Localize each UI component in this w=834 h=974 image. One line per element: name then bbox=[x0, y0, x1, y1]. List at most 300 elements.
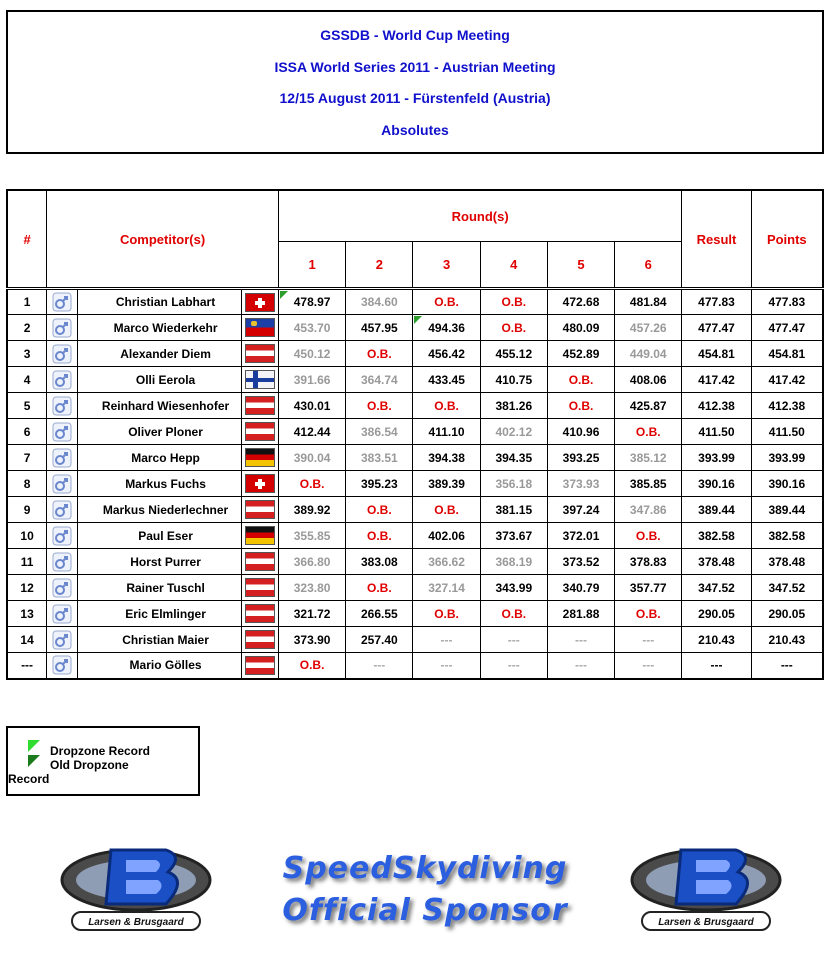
score-value: 390.04 bbox=[293, 450, 331, 465]
score-value: 478.97 bbox=[293, 295, 331, 309]
round-4-score bbox=[480, 627, 547, 653]
round-6-score bbox=[615, 601, 682, 627]
score-value: 394.38 bbox=[428, 450, 465, 465]
points-cell: 290.05 bbox=[751, 601, 823, 627]
gender-cell bbox=[47, 549, 78, 575]
points-cell: 411.50 bbox=[751, 419, 823, 445]
sponsor-logo-right bbox=[626, 842, 786, 938]
points-cell: --- bbox=[751, 653, 823, 679]
score-value: 381.26 bbox=[495, 398, 533, 413]
table-row bbox=[7, 523, 823, 549]
col-rounds: Round(s) bbox=[278, 190, 681, 242]
male-icon bbox=[52, 526, 72, 546]
table-row bbox=[7, 419, 823, 445]
gender-cell bbox=[47, 367, 78, 393]
round-3-score bbox=[413, 315, 480, 341]
legend-old-record-cont: Record bbox=[8, 772, 50, 786]
score-value: 356.18 bbox=[495, 476, 533, 491]
round-5-score bbox=[547, 315, 614, 341]
col-points: Points bbox=[751, 190, 823, 289]
points-cell: 390.16 bbox=[751, 471, 823, 497]
competitor-name: Markus Niederlechner bbox=[78, 497, 242, 523]
round-2-score bbox=[346, 341, 413, 367]
logo-left-text: Larsen & Brusgaard bbox=[88, 917, 184, 928]
round-6-score bbox=[615, 575, 682, 601]
round-3-score bbox=[413, 653, 480, 679]
male-icon bbox=[52, 474, 72, 494]
table-row bbox=[7, 497, 823, 523]
round-6-score bbox=[615, 315, 682, 341]
flag-cell bbox=[241, 367, 278, 393]
score-value: 327.14 bbox=[428, 580, 465, 595]
result-cell: --- bbox=[682, 653, 751, 679]
round-3-score bbox=[413, 497, 480, 523]
score-value: --- bbox=[575, 632, 588, 647]
round-6-score bbox=[615, 471, 682, 497]
round-3-score bbox=[413, 393, 480, 419]
score-value: 457.95 bbox=[360, 320, 398, 335]
male-icon bbox=[52, 422, 72, 442]
round-2-score bbox=[346, 419, 413, 445]
sui-flag-icon bbox=[245, 474, 275, 493]
male-icon bbox=[52, 318, 72, 338]
score-value: O.B. bbox=[501, 606, 527, 621]
points-cell: 477.83 bbox=[751, 289, 823, 315]
round-1-score bbox=[278, 315, 345, 341]
round-1-score bbox=[278, 289, 345, 315]
sui-flag-icon bbox=[245, 293, 275, 312]
score-value: O.B. bbox=[366, 398, 392, 413]
competitor-name: Christian Maier bbox=[78, 627, 242, 653]
round-4-header: 4 bbox=[480, 242, 547, 289]
result-cell: 417.42 bbox=[682, 367, 751, 393]
dropzone-record-marker-icon bbox=[414, 316, 422, 324]
score-value: 456.42 bbox=[428, 346, 465, 361]
result-cell: 477.83 bbox=[682, 289, 751, 315]
male-icon bbox=[52, 578, 72, 598]
male-icon bbox=[52, 344, 72, 364]
gender-cell bbox=[47, 497, 78, 523]
round-6-score bbox=[615, 393, 682, 419]
aut-flag-icon bbox=[245, 552, 275, 571]
flag-cell bbox=[241, 445, 278, 471]
round-1-score bbox=[278, 497, 345, 523]
round-6-score bbox=[615, 497, 682, 523]
round-1-score bbox=[278, 445, 345, 471]
header-line-4: Absolutes bbox=[381, 121, 449, 138]
score-value: O.B. bbox=[501, 295, 527, 309]
male-icon bbox=[52, 655, 72, 675]
table-row bbox=[7, 445, 823, 471]
score-value: 450.12 bbox=[293, 346, 331, 361]
round-1-header: 1 bbox=[278, 242, 345, 289]
header-line-2: ISSA World Series 2011 - Austrian Meeting bbox=[274, 58, 556, 75]
table-row bbox=[7, 471, 823, 497]
score-value: O.B. bbox=[434, 502, 459, 517]
round-6-score bbox=[615, 627, 682, 653]
score-value: 340.79 bbox=[562, 580, 600, 595]
score-value: 410.75 bbox=[495, 372, 533, 387]
score-value: --- bbox=[642, 632, 655, 647]
round-5-score bbox=[547, 393, 614, 419]
score-value: O.B. bbox=[568, 398, 594, 413]
round-2-score bbox=[346, 653, 413, 679]
score-value: 323.80 bbox=[293, 580, 331, 595]
score-value: 402.06 bbox=[428, 528, 465, 543]
round-2-score bbox=[346, 549, 413, 575]
points-cell: 347.52 bbox=[751, 575, 823, 601]
score-value: 366.80 bbox=[293, 554, 331, 569]
table-row bbox=[7, 393, 823, 419]
fin-flag-icon bbox=[245, 370, 275, 389]
round-2-score bbox=[346, 315, 413, 341]
table-row bbox=[7, 549, 823, 575]
round-5-score bbox=[547, 601, 614, 627]
round-4-score bbox=[480, 289, 547, 315]
score-value: 373.52 bbox=[562, 554, 600, 569]
score-value: O.B. bbox=[366, 580, 392, 595]
gender-cell bbox=[47, 523, 78, 549]
score-value: 347.86 bbox=[629, 502, 667, 517]
round-3-score bbox=[413, 601, 480, 627]
score-value: 425.87 bbox=[629, 398, 667, 413]
score-value: O.B. bbox=[366, 502, 392, 517]
round-4-score bbox=[480, 497, 547, 523]
score-value: O.B. bbox=[501, 320, 527, 335]
result-cell: 378.48 bbox=[682, 549, 751, 575]
round-5-score bbox=[547, 445, 614, 471]
flag-cell bbox=[241, 523, 278, 549]
round-2-score bbox=[346, 575, 413, 601]
round-4-score bbox=[480, 653, 547, 679]
score-value: 391.66 bbox=[293, 372, 331, 387]
table-row bbox=[7, 341, 823, 367]
competitor-name: Horst Purrer bbox=[78, 549, 242, 575]
male-icon bbox=[52, 630, 72, 650]
score-value: O.B. bbox=[434, 606, 459, 621]
result-cell: 382.58 bbox=[682, 523, 751, 549]
score-value: 472.68 bbox=[562, 295, 600, 309]
competitor-name: Reinhard Wiesenhofer bbox=[78, 393, 242, 419]
result-cell: 411.50 bbox=[682, 419, 751, 445]
score-value: 383.51 bbox=[360, 450, 398, 465]
score-value: 408.06 bbox=[629, 372, 667, 387]
score-value: 385.12 bbox=[629, 450, 667, 465]
round-2-score bbox=[346, 601, 413, 627]
aut-flag-icon bbox=[245, 578, 275, 597]
gender-cell bbox=[47, 627, 78, 653]
round-6-score bbox=[615, 289, 682, 315]
round-4-score bbox=[480, 601, 547, 627]
round-4-score bbox=[480, 549, 547, 575]
aut-flag-icon bbox=[245, 604, 275, 623]
round-3-score bbox=[413, 575, 480, 601]
score-value: 389.92 bbox=[293, 502, 331, 517]
col-competitor: Competitor(s) bbox=[47, 190, 279, 289]
round-5-score bbox=[547, 419, 614, 445]
score-value: --- bbox=[575, 658, 588, 673]
score-value: 366.62 bbox=[428, 554, 465, 569]
table-row bbox=[7, 653, 823, 679]
round-1-score bbox=[278, 549, 345, 575]
round-6-score bbox=[615, 367, 682, 393]
score-value: 393.25 bbox=[562, 450, 600, 465]
round-6-score bbox=[615, 653, 682, 679]
round-5-score bbox=[547, 653, 614, 679]
score-value: 357.77 bbox=[629, 580, 667, 595]
score-value: O.B. bbox=[299, 476, 325, 491]
score-value: 372.01 bbox=[562, 528, 600, 543]
score-value: --- bbox=[440, 632, 453, 647]
competitor-name: Alexander Diem bbox=[78, 341, 242, 367]
legend-new-record: Dropzone Record bbox=[50, 744, 151, 758]
sponsor-line-2: Official Sponsor bbox=[282, 893, 568, 928]
aut-flag-icon bbox=[245, 344, 275, 363]
round-5-score bbox=[547, 575, 614, 601]
table-row bbox=[7, 627, 823, 653]
score-value: 383.08 bbox=[360, 554, 398, 569]
score-value: O.B. bbox=[299, 658, 325, 673]
round-4-score bbox=[480, 393, 547, 419]
result-cell: 454.81 bbox=[682, 341, 751, 367]
result-cell: 210.43 bbox=[682, 627, 751, 653]
competitor-name: Marco Wiederkehr bbox=[78, 315, 242, 341]
competitor-name: Markus Fuchs bbox=[78, 471, 242, 497]
score-value: 281.88 bbox=[562, 606, 600, 621]
round-3-score bbox=[413, 627, 480, 653]
points-cell: 454.81 bbox=[751, 341, 823, 367]
points-cell: 382.58 bbox=[751, 523, 823, 549]
round-3-score bbox=[413, 367, 480, 393]
competitor-name: Paul Eser bbox=[78, 523, 242, 549]
gender-cell bbox=[47, 315, 78, 341]
result-cell: 412.38 bbox=[682, 393, 751, 419]
result-cell: 290.05 bbox=[682, 601, 751, 627]
competitor-name: Eric Elmlinger bbox=[78, 601, 242, 627]
result-cell: 393.99 bbox=[682, 445, 751, 471]
rank-cell: 8 bbox=[7, 471, 47, 497]
points-cell: 393.99 bbox=[751, 445, 823, 471]
round-2-score bbox=[346, 367, 413, 393]
gender-cell bbox=[47, 419, 78, 445]
aut-flag-icon bbox=[245, 422, 275, 441]
male-icon bbox=[52, 552, 72, 572]
round-5-score bbox=[547, 497, 614, 523]
score-value: 457.26 bbox=[629, 320, 667, 335]
col-rank: # bbox=[7, 190, 47, 289]
competitor-name: Rainer Tuschl bbox=[78, 575, 242, 601]
round-5-score bbox=[547, 289, 614, 315]
male-icon bbox=[52, 396, 72, 416]
round-1-score bbox=[278, 627, 345, 653]
legend-old-record: Old Dropzone bbox=[50, 758, 129, 772]
score-value: O.B. bbox=[434, 295, 459, 309]
aut-flag-icon bbox=[245, 396, 275, 415]
score-value: O.B. bbox=[568, 372, 594, 387]
aut-flag-icon bbox=[245, 630, 275, 649]
competitor-name: Olli Eerola bbox=[78, 367, 242, 393]
round-1-score bbox=[278, 523, 345, 549]
round-3-header: 3 bbox=[413, 242, 480, 289]
rank-cell: 10 bbox=[7, 523, 47, 549]
round-4-score bbox=[480, 575, 547, 601]
score-value: 412.44 bbox=[293, 424, 331, 439]
col-result: Result bbox=[682, 190, 751, 289]
flag-cell bbox=[241, 601, 278, 627]
score-value: 481.84 bbox=[629, 295, 667, 309]
score-value: --- bbox=[373, 658, 386, 673]
table-row bbox=[7, 315, 823, 341]
aut-flag-icon bbox=[245, 656, 275, 675]
score-value: 364.74 bbox=[360, 372, 398, 387]
round-5-score bbox=[547, 627, 614, 653]
result-cell: 347.52 bbox=[682, 575, 751, 601]
round-5-score bbox=[547, 549, 614, 575]
flag-cell bbox=[241, 289, 278, 315]
score-value: --- bbox=[507, 658, 520, 673]
ger-flag-icon bbox=[245, 448, 275, 467]
rank-cell: 1 bbox=[7, 289, 47, 315]
table-row bbox=[7, 575, 823, 601]
score-value: --- bbox=[642, 658, 655, 673]
score-value: O.B. bbox=[434, 398, 459, 413]
male-icon bbox=[52, 604, 72, 624]
flag-cell bbox=[241, 471, 278, 497]
male-icon bbox=[52, 370, 72, 390]
logo-right-text: Larsen & Brusgaard bbox=[658, 917, 754, 928]
score-value: 449.04 bbox=[629, 346, 667, 361]
results-body bbox=[7, 289, 823, 679]
flag-cell bbox=[241, 627, 278, 653]
score-value: 373.67 bbox=[495, 528, 533, 543]
score-value: 433.45 bbox=[428, 372, 465, 387]
sponsor-line-1: SpeedSkydiving bbox=[282, 851, 568, 886]
round-1-score bbox=[278, 419, 345, 445]
round-4-score bbox=[480, 523, 547, 549]
score-value: 378.83 bbox=[629, 554, 667, 569]
meeting-header bbox=[6, 10, 824, 154]
rank-cell: 13 bbox=[7, 601, 47, 627]
round-5-score bbox=[547, 523, 614, 549]
points-cell: 389.44 bbox=[751, 497, 823, 523]
gender-cell bbox=[47, 471, 78, 497]
score-value: 430.01 bbox=[293, 398, 331, 413]
round-1-score bbox=[278, 575, 345, 601]
round-5-score bbox=[547, 341, 614, 367]
flag-cell bbox=[241, 341, 278, 367]
competitor-name: Oliver Ploner bbox=[78, 419, 242, 445]
round-2-score bbox=[346, 523, 413, 549]
rank-cell: 2 bbox=[7, 315, 47, 341]
gender-cell bbox=[47, 289, 78, 315]
round-6-header: 6 bbox=[615, 242, 682, 289]
male-icon bbox=[52, 500, 72, 520]
gender-cell bbox=[47, 341, 78, 367]
score-value: 355.85 bbox=[293, 528, 331, 543]
round-4-score bbox=[480, 471, 547, 497]
gender-cell bbox=[47, 445, 78, 471]
rank-cell: 14 bbox=[7, 627, 47, 653]
rank-cell: 7 bbox=[7, 445, 47, 471]
round-2-score bbox=[346, 471, 413, 497]
flag-cell bbox=[241, 575, 278, 601]
rank-cell: 3 bbox=[7, 341, 47, 367]
sponsor-banner bbox=[250, 848, 600, 932]
rank-cell: 6 bbox=[7, 419, 47, 445]
round-3-score bbox=[413, 523, 480, 549]
header-line-1: GSSDB - World Cup Meeting bbox=[320, 27, 510, 43]
score-value: --- bbox=[440, 658, 453, 673]
score-value: 411.10 bbox=[428, 424, 465, 439]
table-row bbox=[7, 601, 823, 627]
rank-cell: 4 bbox=[7, 367, 47, 393]
score-value: 343.99 bbox=[495, 580, 533, 595]
sponsor-logo-left bbox=[56, 842, 216, 938]
round-1-score bbox=[278, 367, 345, 393]
round-4-score bbox=[480, 445, 547, 471]
round-3-score bbox=[413, 419, 480, 445]
round-1-score bbox=[278, 471, 345, 497]
flag-cell bbox=[241, 393, 278, 419]
score-value: 384.60 bbox=[360, 295, 398, 309]
round-3-score bbox=[413, 289, 480, 315]
rank-cell: 9 bbox=[7, 497, 47, 523]
round-5-score bbox=[547, 471, 614, 497]
score-value: 494.36 bbox=[428, 320, 465, 335]
round-4-score bbox=[480, 419, 547, 445]
competitor-name: Marco Hepp bbox=[78, 445, 242, 471]
round-2-header: 2 bbox=[346, 242, 413, 289]
score-value: 368.19 bbox=[495, 554, 533, 569]
score-value: 381.15 bbox=[495, 502, 533, 517]
table-row bbox=[7, 289, 823, 315]
flag-cell bbox=[241, 315, 278, 341]
score-value: 373.90 bbox=[293, 632, 331, 647]
round-1-score bbox=[278, 653, 345, 679]
score-value: 402.12 bbox=[495, 424, 533, 439]
round-2-score bbox=[346, 627, 413, 653]
round-6-score bbox=[615, 445, 682, 471]
round-1-score bbox=[278, 601, 345, 627]
score-value: O.B. bbox=[366, 346, 392, 361]
score-value: O.B. bbox=[635, 528, 661, 543]
gender-cell bbox=[47, 653, 78, 679]
flag-cell bbox=[241, 653, 278, 679]
score-value: 389.39 bbox=[428, 476, 465, 491]
result-cell: 389.44 bbox=[682, 497, 751, 523]
lie-flag-icon bbox=[245, 318, 275, 337]
round-3-score bbox=[413, 471, 480, 497]
round-2-score bbox=[346, 445, 413, 471]
rank-cell: --- bbox=[7, 653, 47, 679]
score-value: 385.85 bbox=[629, 476, 667, 491]
result-cell: 390.16 bbox=[682, 471, 751, 497]
round-4-score bbox=[480, 367, 547, 393]
flag-cell bbox=[241, 549, 278, 575]
points-cell: 412.38 bbox=[751, 393, 823, 419]
competitor-name: Christian Labhart bbox=[78, 289, 242, 315]
male-icon bbox=[52, 448, 72, 468]
score-value: 386.54 bbox=[360, 424, 398, 439]
score-value: 453.70 bbox=[293, 320, 331, 335]
score-value: 257.40 bbox=[360, 632, 398, 647]
gender-cell bbox=[47, 575, 78, 601]
table-row bbox=[7, 367, 823, 393]
legend-box bbox=[6, 726, 200, 796]
dropzone-record-marker-icon bbox=[280, 291, 288, 299]
round-2-score bbox=[346, 497, 413, 523]
round-6-score bbox=[615, 523, 682, 549]
